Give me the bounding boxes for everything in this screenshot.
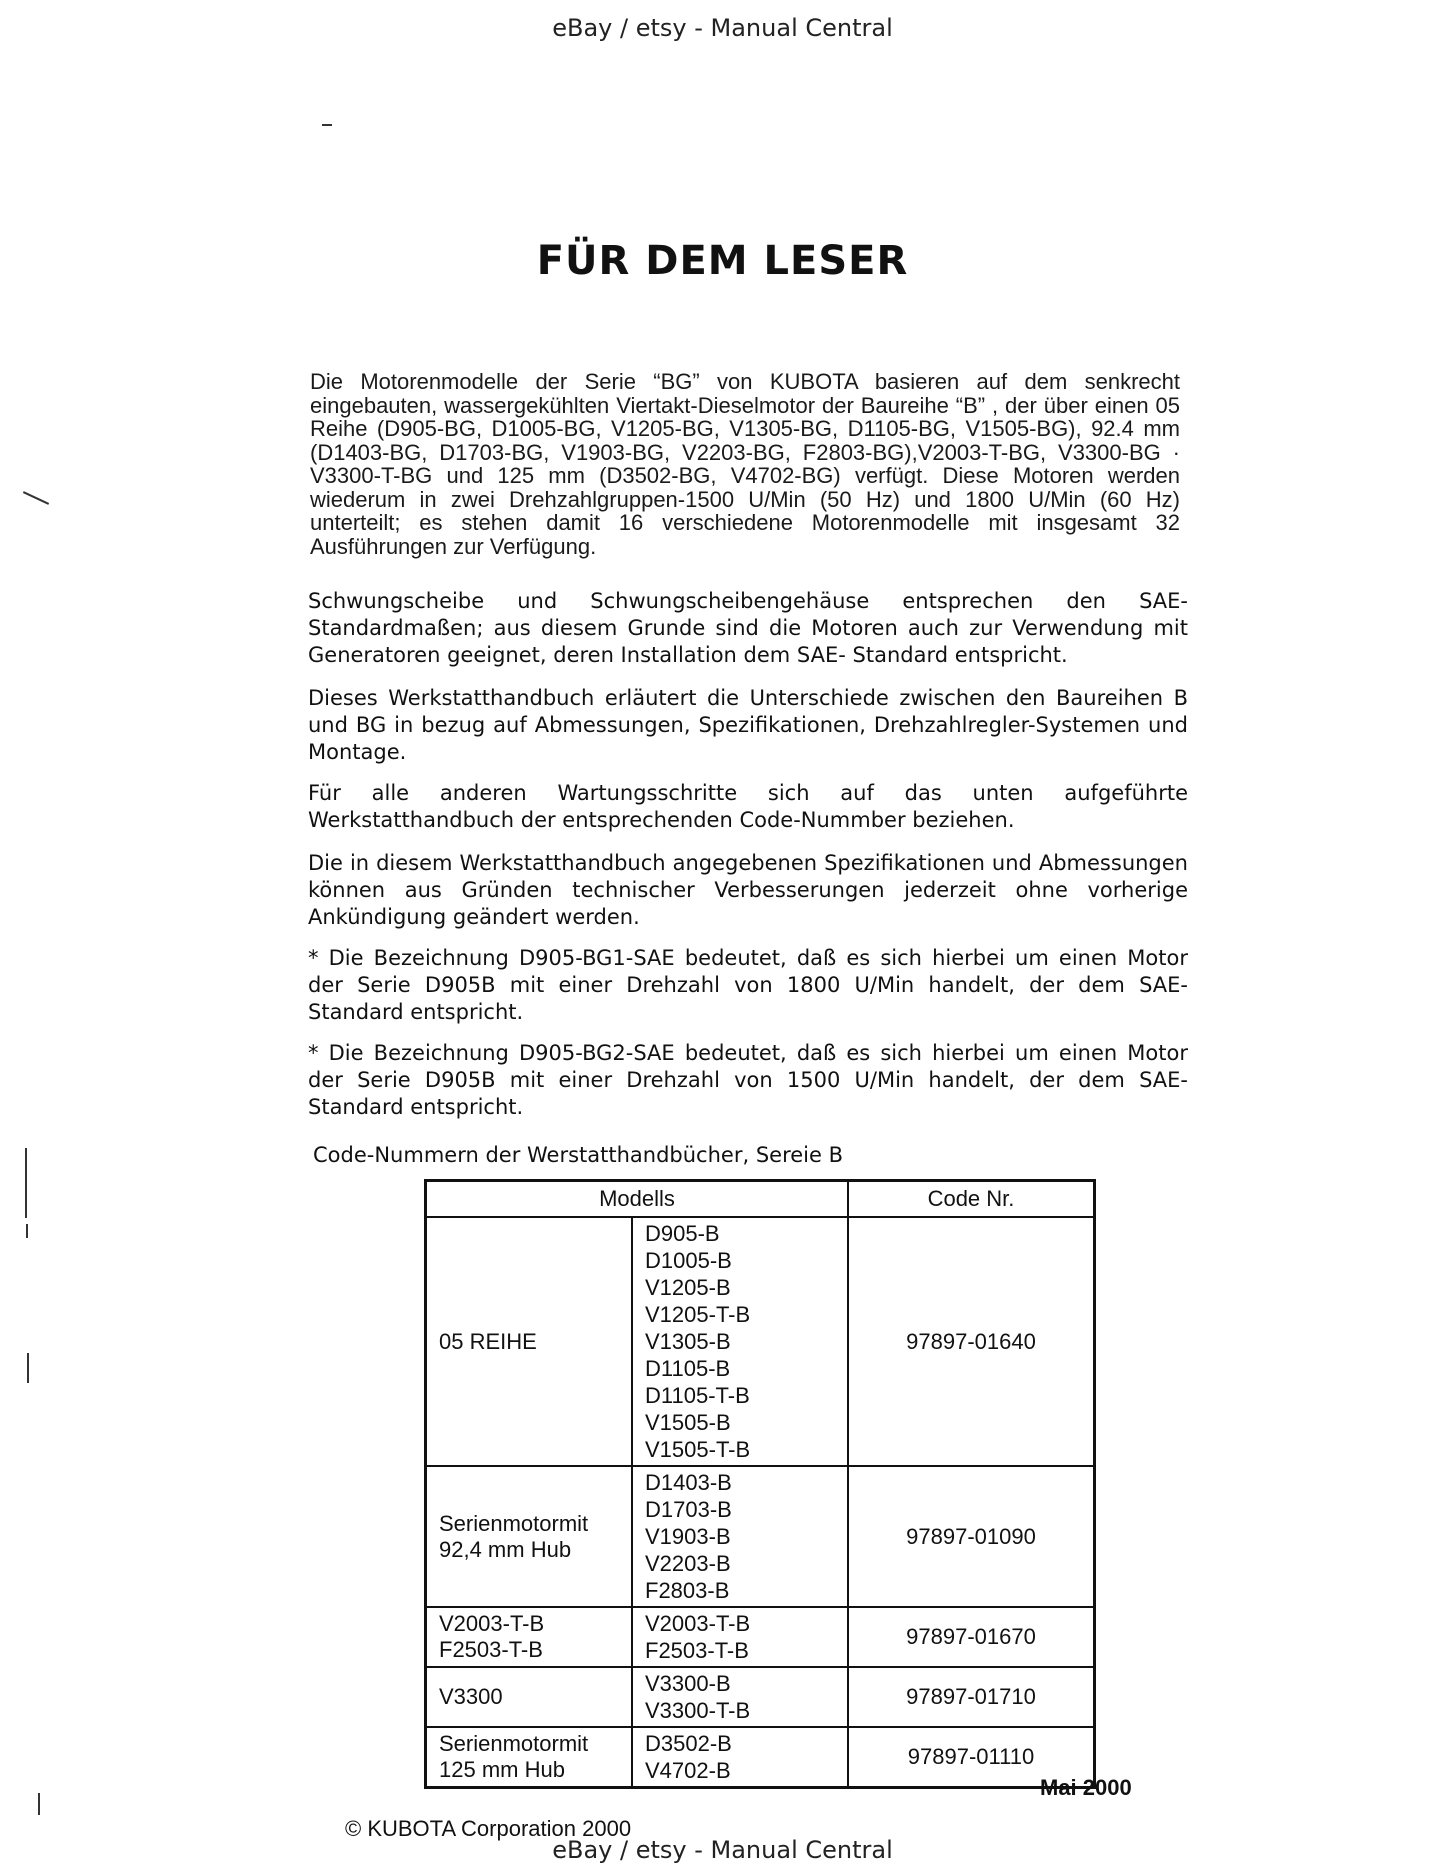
model-name: V2203-B — [645, 1551, 731, 1576]
table-row — [426, 1667, 1095, 1727]
watermark-top: eBay / etsy - Manual Central — [552, 14, 893, 42]
model-name: D1005-B — [645, 1248, 732, 1273]
code-cell: 97897-01640 — [848, 1217, 1095, 1466]
table-header-row — [426, 1181, 1095, 1218]
series-label: 05 REIHE — [439, 1328, 537, 1354]
table-caption: Code-Nummern der Werstatthandbücher, Sereie B — [313, 1143, 843, 1167]
model-name: D905-B — [645, 1221, 720, 1246]
series-cell — [426, 1217, 633, 1466]
scan-mark — [38, 1793, 40, 1815]
table-row — [426, 1217, 1095, 1466]
series-label: 125 mm Hub — [439, 1757, 565, 1782]
table-row — [426, 1727, 1095, 1788]
scan-mark — [26, 1224, 28, 1238]
model-name: D1703-B — [645, 1497, 732, 1522]
models-cell — [632, 1466, 848, 1607]
series-cell — [426, 1607, 633, 1667]
scan-mark — [23, 491, 49, 505]
model-name: V3300-T-B — [645, 1698, 751, 1723]
series-label: Serienmotormit — [439, 1731, 589, 1756]
series-cell — [426, 1727, 633, 1788]
series-label: 92,4 mm Hub — [439, 1536, 572, 1562]
model-name: V1205-T-B — [645, 1302, 751, 1327]
paragraph-flywheel: Schwungscheibe und Schwungscheibengehäuse entsprechen den SAE-Standardmaßen; aus diesem Grunde sind die Motoren auch zur Verwendung mit Generatoren geeignet, deren Installation dem SAE- Standard entspricht. — [308, 589, 1188, 667]
paragraph-manual-scope: Dieses Werkstatthandbuch erläutert die Unterschiede zwischen den Baureihen B und BG in bezug auf Abmessungen, Spezifikationen, Drehzahlregler-Systemen und Montage. — [308, 686, 1188, 764]
table-body — [426, 1217, 1095, 1788]
model-name: V1305-B — [645, 1329, 731, 1354]
model-name: F2503-T-B — [645, 1638, 749, 1663]
page-title: FÜR DEM LESER — [536, 238, 909, 284]
series-label: F2503-T-B — [439, 1637, 543, 1662]
models-cell — [632, 1667, 848, 1727]
paragraph-bg2-note: * Die Bezeichnung D905-BG2-SAE bedeutet, daß es sich hierbei um einen Motor der Serie D905B mit einer Drehzahl von 1500 U/Min handelt, der dem SAE-Standard entspricht. — [308, 1041, 1188, 1119]
copyright-notice: © KUBOTA Corporation 2000 — [345, 1816, 632, 1841]
model-name: V1505-B — [645, 1410, 731, 1435]
series-label: V2003-T-B — [439, 1611, 545, 1636]
model-name: V1205-B — [645, 1275, 731, 1300]
code-cell: 97897-01710 — [848, 1667, 1095, 1727]
watermark-bottom: eBay / etsy - Manual Central — [552, 1836, 893, 1864]
model-name: V3300-B — [645, 1671, 731, 1696]
models-cell — [632, 1217, 848, 1466]
header-code: Code Nr. — [848, 1181, 1095, 1218]
model-name: V2003-T-B — [645, 1611, 751, 1636]
publication-date: Mai 2000 — [1040, 1775, 1132, 1800]
code-cell: 97897-01090 — [848, 1466, 1095, 1607]
code-cell: 97897-01110 — [848, 1727, 1095, 1788]
code-cell: 97897-01670 — [848, 1607, 1095, 1667]
model-name: V4702-B — [645, 1758, 731, 1783]
model-name: D1105-B — [645, 1356, 731, 1381]
series-label: Serienmotormit — [439, 1510, 589, 1536]
paragraph-other-steps: Für alle anderen Wartungsschritte sich auf das unten aufgeführte Werkstatthandbuch der entsprechenden Code-Nummber beziehen. — [308, 781, 1188, 832]
table-row — [426, 1466, 1095, 1607]
paragraph-bg1-note: * Die Bezeichnung D905-BG1-SAE bedeutet, daß es sich hierbei um einen Motor der Serie D905B mit einer Drehzahl von 1800 U/Min handelt, der dem SAE-Standard entspricht. — [308, 946, 1188, 1024]
model-name: F2803-B — [645, 1578, 730, 1603]
series-cell — [426, 1466, 633, 1607]
code-number-table — [424, 1179, 1096, 1789]
table-row — [426, 1607, 1095, 1667]
header-models: Modells — [426, 1181, 849, 1218]
series-label: V3300 — [439, 1684, 503, 1709]
model-name: D3502-B — [645, 1731, 732, 1756]
models-cell — [632, 1607, 848, 1667]
series-cell — [426, 1667, 633, 1727]
model-name: D1105-T-B — [645, 1383, 750, 1408]
scan-mark — [25, 1148, 27, 1218]
intro-paragraph: Die Motorenmodelle der Serie “BG” von KUBOTA basieren auf dem senkrecht eingebauten, wassergekühlten Viertakt-Dieselmotor der Baureihe “B” , der über einen 05 Reihe (D905-BG, D1005-BG, V1205-BG, V1305-BG, D1105-BG, V1505-BG), 92.4 mm (D1403-BG, D1703-BG, V1903-BG, V2203-BG, F2803-BG),V2003-T-BG, V3300-BG · V3300-T-BG und 125 mm (D3502-BG, V4702-BG) verfügt. Diese Motoren werden wiederum in zwei Drehzahlgruppen-1500 U/Min (50 Hz) und 1800 U/Min (60 Hz) unterteilt; es stehen damit 16 verschiedene Motorenmodelle mit insgesamt 32 Ausführungen zur Verfügung. — [310, 369, 1180, 559]
model-name: D1403-B — [645, 1470, 732, 1495]
model-name: V1903-B — [645, 1524, 731, 1549]
scan-mark — [322, 124, 332, 126]
model-name: V1505-T-B — [645, 1437, 751, 1462]
paragraph-specs-notice: Die in diesem Werkstatthandbuch angegebenen Spezifikationen und Abmessungen können aus Gründen technischer Verbesserungen jederzeit ohne vorherige Ankündigung geändert werden. — [308, 851, 1188, 929]
models-cell — [632, 1727, 848, 1788]
scan-mark — [27, 1353, 29, 1383]
